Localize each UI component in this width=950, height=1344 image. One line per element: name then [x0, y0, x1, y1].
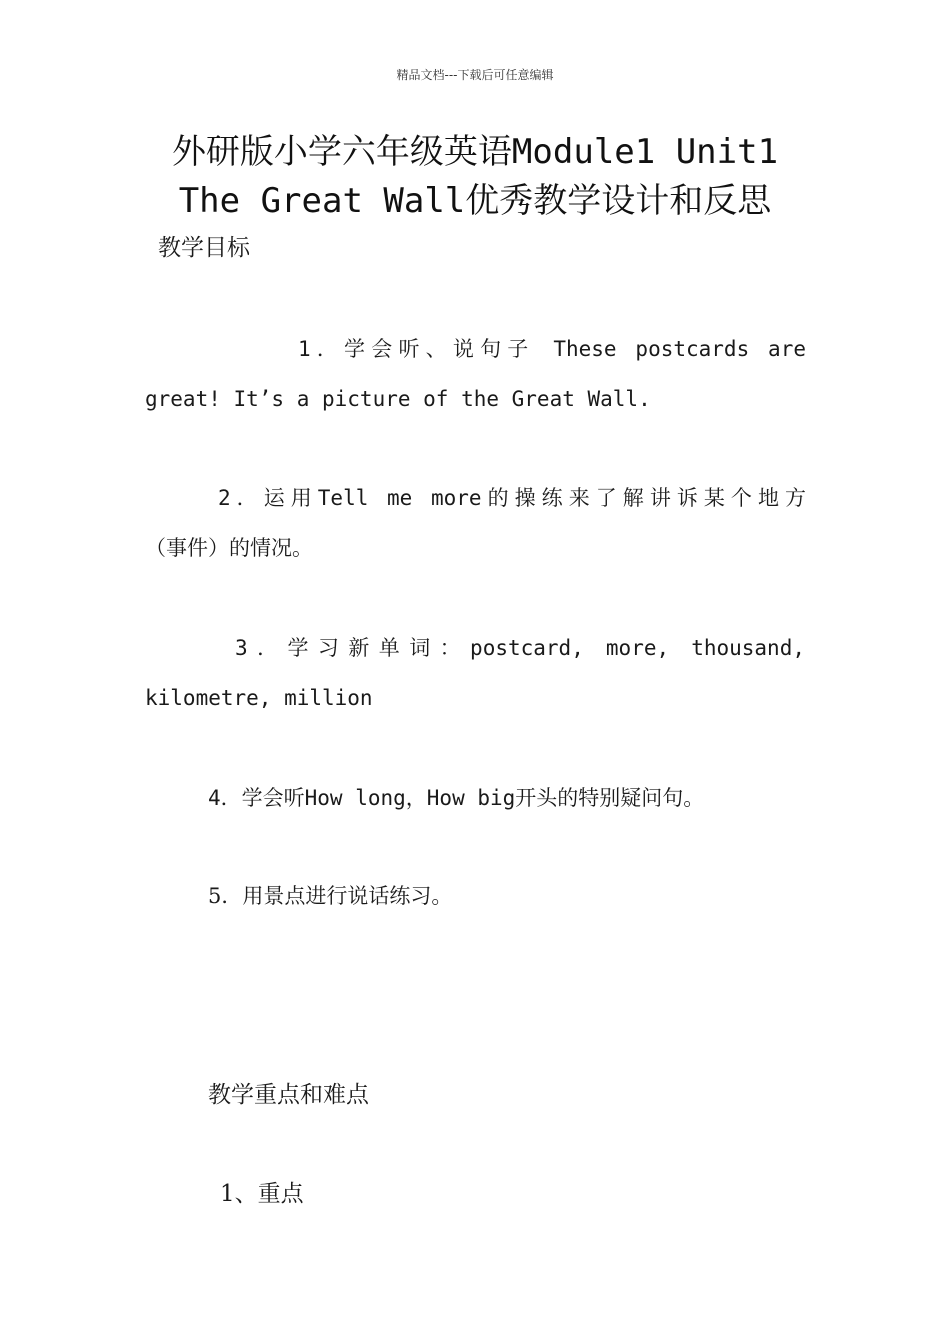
objective-3-line-1: 3．学习新单词：postcard, more, thousand, — [235, 636, 805, 660]
objective-2-line-2: （事件）的情况。 — [145, 536, 313, 560]
objective-4: 4．学会听How long，How big开头的特别疑问句。 — [208, 786, 705, 810]
objective-5: 5．用景点进行说话练习。 — [208, 884, 453, 908]
document-title-line-1: 外研版小学六年级英语Module1 Unit1 — [171, 132, 779, 172]
objective-3-line-2: kilometre, million — [145, 686, 373, 710]
header-note: 精品文档---下载后可任意编辑 — [396, 68, 554, 82]
objective-1-line-1: 1．学会听、说句子 These postcards are — [298, 337, 806, 361]
objectives-heading: 教学目标 — [158, 235, 250, 261]
objective-1-line-2: great! It’s a picture of the Great Wall. — [145, 387, 651, 411]
key-points-sub: 1、重点 — [220, 1181, 304, 1207]
key-points-heading: 教学重点和难点 — [208, 1082, 369, 1108]
document-title-line-2: The Great Wall优秀教学设计和反思 — [178, 181, 772, 221]
objective-2-line-1: 2．运用Tell me more的操练来了解讲诉某个地方 — [218, 486, 806, 510]
